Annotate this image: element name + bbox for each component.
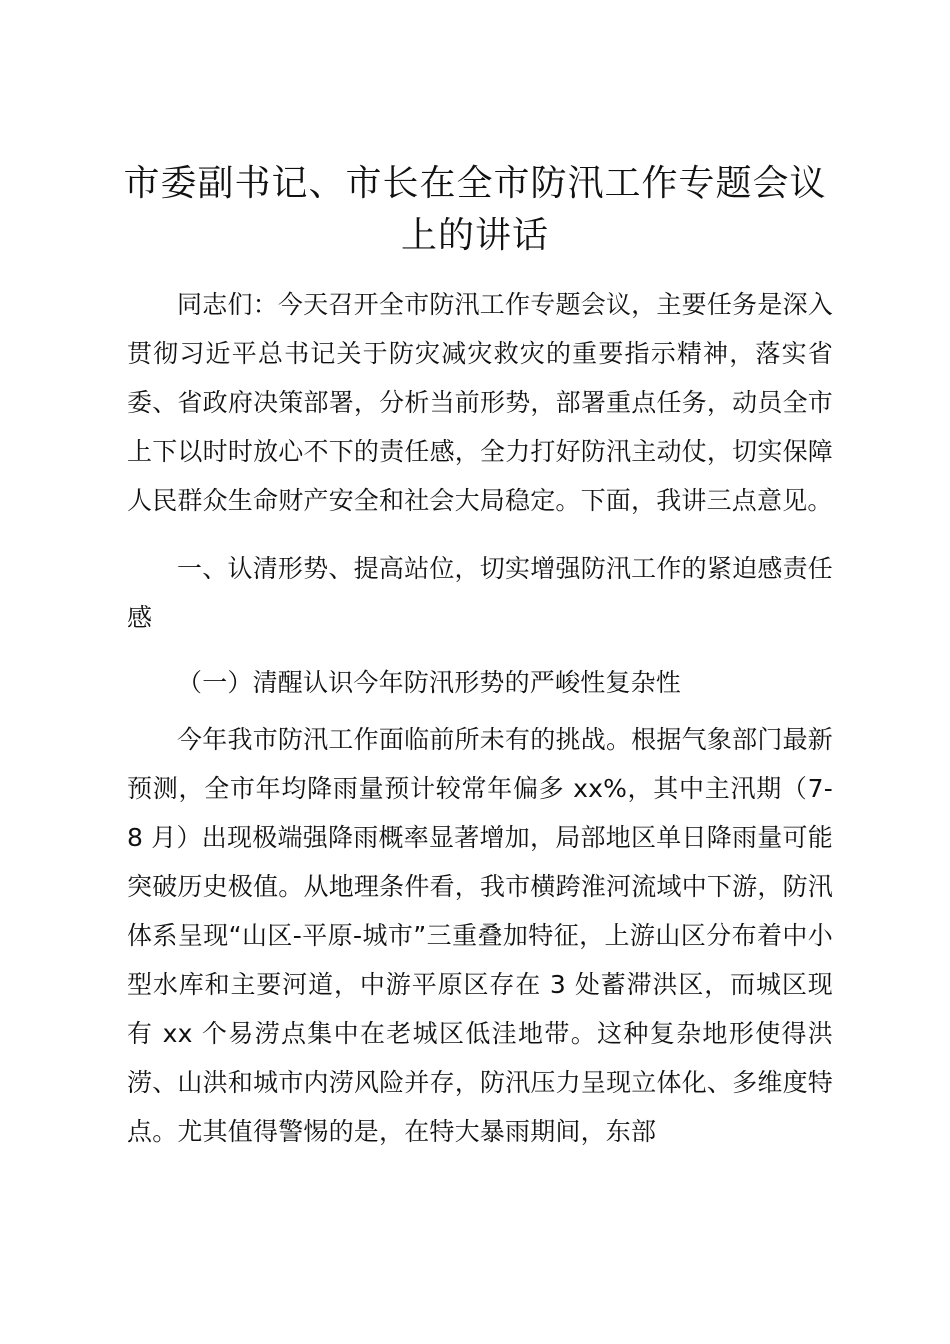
document-title: 市委副书记、市长在全市防汛工作专题会议上的讲话	[123, 163, 827, 256]
section-heading-1: 一、认清形势、提高站位，切实增强防汛工作的紧迫感责任感	[127, 554, 833, 632]
document-body	[127, 280, 833, 1156]
subsection-heading-1: （一）清醒认识今年防汛形势的严峻性复杂性	[177, 668, 682, 697]
body-paragraph: 今年我市防汛工作面临前所未有的挑战。根据气象部门最新预测，全市年均降雨量预计较常年偏多 xx%，其中主汛期（7-8 月）出现极端强降雨概率显著增加，局部地区单日降雨量可能突破历史极值。从地理条件看，我市横跨淮河流域中下游，防汛体系呈现“山区-平原-城市”三重叠加特征，上游山区分布着中小型水库和主要河道，中游平原区存在 3 处蓄滞洪区，而城区现有 xx 个易涝点集中在老城区低洼地带。这种复杂地形使得洪涝、山洪和城市内涝风险并存，防汛压力呈现立体化、多维度特点。尤其值得警惕的是，在特大暴雨期间，东部	[127, 725, 833, 1146]
opening-paragraph: 同志们：今天召开全市防汛工作专题会议，主要任务是深入贯彻习近平总书记关于防灾减灾救灾的重要指示精神，落实省委、省政府决策部署，分析当前形势，部署重点任务，动员全市上下以时时放心不下的责任感，全力打好防汛主动仗，切实保障人民群众生命财产安全和社会大局稳定。下面，我讲三点意见。	[127, 290, 833, 515]
